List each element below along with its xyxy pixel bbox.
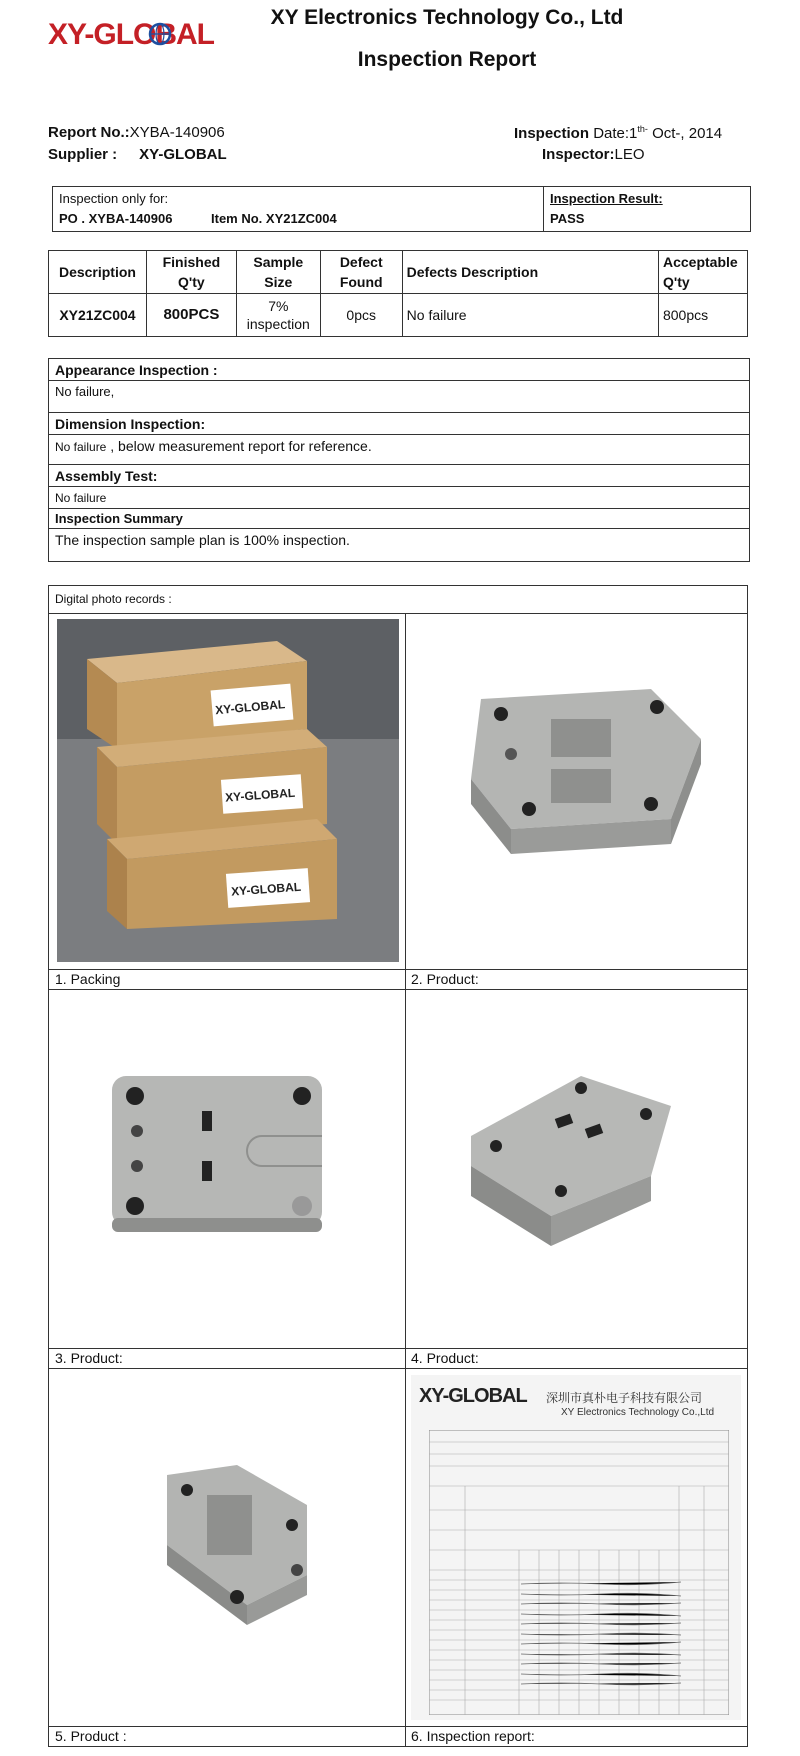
photo-caption: 1. Packing [55, 971, 121, 987]
box-label: XY-GLOBAL [224, 785, 296, 805]
photo-caption: 6. Inspection report: [411, 1728, 535, 1744]
inspection-sections [48, 358, 750, 562]
summary-heading: Inspection Summary [49, 509, 749, 529]
inspection-report-photo [411, 1375, 741, 1720]
table-cell: 800pcs [658, 294, 747, 337]
report-title: Inspection Report [357, 48, 537, 71]
table-cell: 7% inspection [236, 294, 320, 337]
table-cell: 0pcs [320, 294, 402, 337]
logo-text: XY-GLOBAL [48, 18, 215, 51]
dimension-body: No failure , below measurement report for reference. [49, 435, 749, 465]
po-number: PO . XYBA-140906 [59, 211, 173, 226]
report-doc-en-name: XY Electronics Technology Co.,Ltd [561, 1407, 715, 1418]
appearance-heading: Appearance Inspection : [49, 359, 749, 381]
item-number: Item No. XY21ZC004 [211, 211, 337, 226]
table-row [49, 294, 748, 337]
summary-body: The inspection sample plan is 100% inspection. [55, 532, 350, 548]
inspection-result-value: PASS [550, 211, 585, 226]
inspection-only-for-label: Inspection only for: [59, 191, 169, 206]
box-label: XY-GLOBAL [230, 879, 302, 899]
col-header: Defects Description [402, 251, 658, 294]
product-photo-5 [57, 1375, 399, 1720]
table-cell: XY21ZC004 [49, 294, 147, 337]
supplier: Supplier : XY-GLOBAL [48, 146, 227, 163]
report-doc-grid [429, 1430, 729, 1715]
dimension-heading: Dimension Inspection: [49, 413, 749, 435]
col-header: Defect Found [320, 251, 402, 294]
report-doc-logo: XY-GLOBAL [419, 1385, 527, 1407]
table-cell: 800PCS [146, 294, 236, 337]
col-header: Sample Size [236, 251, 320, 294]
inspection-result-label: Inspection Result: [550, 191, 663, 206]
col-header: Description [49, 251, 147, 294]
table-header-row [49, 251, 748, 294]
photo-caption: 4. Product: [411, 1350, 479, 1366]
inspector: Inspector:LEO [542, 146, 645, 163]
photo-records-heading: Digital photo records : [55, 592, 172, 606]
inspection-date: Inspection $Date:1^{th-}$ Oct-, 2014 [514, 124, 723, 142]
report-doc-cn-name: 深圳市真朴电子科技有限公司 [546, 1391, 703, 1405]
company-logo [48, 16, 254, 52]
inspection-scope-box [52, 186, 751, 232]
appearance-body: No failure, [49, 381, 749, 413]
report-number: Report No.:XYBA-140906 [48, 124, 225, 141]
photo-caption: 5. Product : [55, 1728, 127, 1744]
assembly-body: No failure [49, 487, 749, 509]
photo-caption: 2. Product: [411, 971, 479, 987]
product-photo-4 [411, 996, 741, 1341]
assembly-heading: Assembly Test: [49, 465, 749, 487]
col-header: Acceptable Q'ty [658, 251, 747, 294]
product-photo-2 [411, 619, 741, 962]
photo-caption: 3. Product: [55, 1350, 123, 1366]
table-cell: No failure [402, 294, 658, 337]
company-name: XY Electronics Technology Co., Ltd [270, 6, 624, 29]
box-label: XY-GLOBAL [214, 697, 286, 718]
packing-photo [57, 619, 399, 962]
inspection-summary-table [48, 250, 748, 337]
product-photo-3 [57, 996, 399, 1341]
col-header: Finished Q'ty [146, 251, 236, 294]
photo-records [48, 585, 748, 1747]
